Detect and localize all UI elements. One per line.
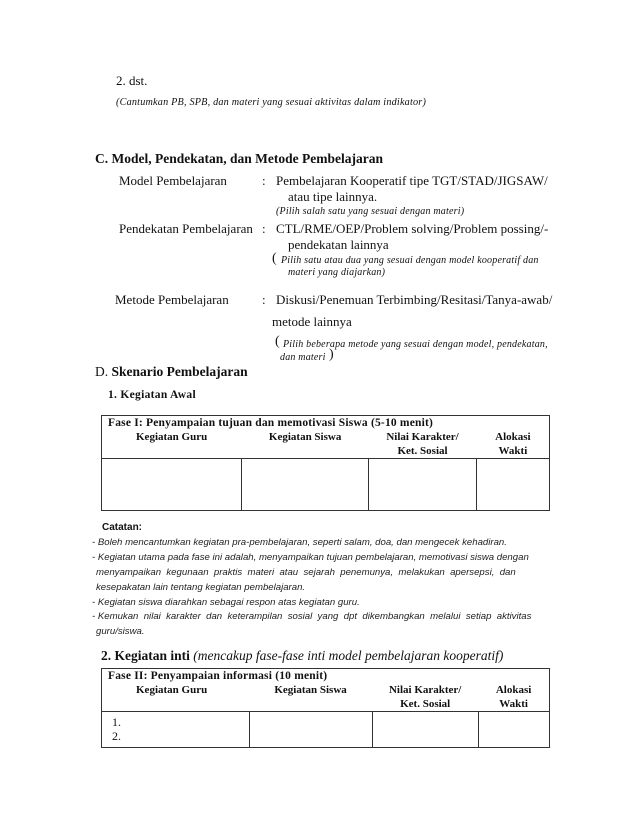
fase-1-col-nilai-karakter — [368, 430, 476, 459]
section-d-title: Skenario Pembelajaran — [111, 364, 248, 379]
metode-note-line2: dan materi — [280, 352, 326, 363]
fase-2-cell-alokasi — [478, 711, 549, 747]
section-d-prefix: D. — [95, 364, 112, 379]
fase-2-col3-line1: Nilai Karakter/ — [388, 683, 462, 696]
catatan-line-6: - Kemukan nilai karakter dan keterampilan sosial yang dpt dikembangkan melalui setiap aktivitas — [92, 611, 532, 622]
kegiatan-inti-title: 2. Kegiatan inti — [101, 648, 190, 663]
catatan-line-1: - Boleh mencantumkan kegiatan pra-pembelajaran, seperti salam, doa, dan mengecek kehadiran. — [92, 537, 507, 548]
catatan-line-4: kesepakatan lain tentang kegiatan pembelajaran. — [96, 582, 306, 593]
section-d-heading — [95, 364, 248, 380]
catatan-title: Catatan: — [102, 522, 143, 533]
fase-1-cell-nilai — [368, 458, 476, 510]
pendekatan-note-open-paren: ( — [272, 251, 277, 266]
fase-1-col-kegiatan-siswa: Kegiatan Siswa — [268, 430, 342, 443]
fase-2-col-nilai-karakter — [372, 683, 478, 712]
fase-2-col4-line2: Wakti — [499, 697, 528, 710]
metode-note-open-paren: ( — [275, 334, 280, 349]
fase-2-table — [101, 668, 550, 748]
metode-label: Metode Pembelajaran — [115, 292, 229, 307]
catatan-line-2: - Kegiatan utama pada fase ini adalah, menyampaikan tujuan pembelajaran, memotivasi siswa dengan — [92, 552, 529, 563]
pendekatan-note-line1: Pilih satu atau dua yang sesuai dengan model kooperatif dan — [281, 255, 539, 266]
list-item-2: 2. dst. — [116, 73, 148, 88]
metode-colon: : — [262, 292, 266, 307]
fase-1-table — [101, 415, 550, 511]
section-c-heading: C. Model, Pendekatan, dan Metode Pembelajaran — [95, 151, 383, 166]
fase-1-col-kegiatan-guru: Kegiatan Guru — [102, 430, 242, 459]
model-colon: : — [262, 173, 266, 188]
fase-2-col4-line1: Alokasi — [495, 683, 532, 696]
top-note: (Cantumkan PB, SPB, dan materi yang sesuai aktivitas dalam indikator) — [116, 97, 427, 108]
pendekatan-label: Pendekatan Pembelajaran — [119, 221, 253, 236]
pendekatan-note-line2: materi yang diajarkan) — [288, 267, 386, 278]
pendekatan-colon: : — [262, 221, 266, 236]
fase-1-cell-guru — [102, 458, 242, 510]
metode-note-close-paren: ) — [329, 347, 334, 362]
fase-2-cell-guru — [102, 711, 250, 747]
fase-1-col3-line2: Ket. Sosial — [397, 444, 448, 457]
fase-2-col-alokasi — [478, 683, 549, 712]
fase-2-row-2: 2. — [112, 728, 121, 743]
fase-1-col3-line1: Nilai Karakter/ — [386, 430, 459, 443]
fase-2-title: Fase II: Penyampaian informasi (10 menit) — [102, 669, 550, 683]
metode-value-line2: metode lainnya — [272, 314, 352, 329]
pendekatan-value-line2: pendekatan lainnya — [288, 237, 389, 252]
kegiatan-inti-heading — [101, 648, 503, 664]
catatan-line-5: - Kegiatan siswa diarahkan sebagai respon atas kegiatan guru. — [92, 597, 360, 608]
fase-1-col4-line2: Wakti — [498, 444, 528, 457]
kegiatan-awal-heading: 1. Kegiatan Awal — [108, 389, 196, 401]
fase-1-title: Fase I: Penyampaian tujuan dan memotivasi Siswa (5-10 menit) — [102, 416, 550, 430]
fase-2-cell-siswa — [249, 711, 372, 747]
pendekatan-value-line1: CTL/RME/OEP/Problem solving/Problem possing/- — [276, 221, 549, 236]
metode-value-line1: Diskusi/Penemuan Terbimbing/Resitasi/Tanya-awab/ — [276, 292, 553, 307]
fase-2-col-kegiatan-siswa: Kegiatan Siswa — [274, 683, 347, 696]
fase-2-cell-nilai — [372, 711, 478, 747]
fase-1-cell-siswa — [242, 458, 368, 510]
metode-note-line1: Pilih beberapa metode yang sesuai dengan model, pendekatan, — [283, 339, 548, 350]
fase-2-col-kegiatan-guru: Kegiatan Guru — [102, 683, 250, 712]
catatan-line-7: guru/siswa. — [96, 626, 145, 637]
model-label: Model Pembelajaran — [119, 173, 227, 188]
fase-2-row-1: 1. — [112, 714, 121, 729]
fase-2-col3-line2: Ket. Sosial — [400, 697, 451, 710]
fase-1-cell-alokasi — [477, 458, 550, 510]
catatan-line-3: menyampaikan kegunaan praktis materi atau sejarah penemunya, melakukan apersepsi, dan — [96, 567, 516, 578]
model-value-line1: Pembelajaran Kooperatif tipe TGT/STAD/JIGSAW/ — [276, 173, 548, 188]
kegiatan-inti-subtitle: (mencakup fase-fase inti model pembelajaran kooperatif) — [193, 648, 504, 663]
model-value-line2: atau tipe lainnya. — [288, 189, 378, 204]
fase-1-col-alokasi — [477, 430, 550, 459]
fase-1-col4-line1: Alokasi — [495, 430, 531, 443]
model-note: (Pilih salah satu yang sesuai dengan materi) — [276, 206, 465, 217]
